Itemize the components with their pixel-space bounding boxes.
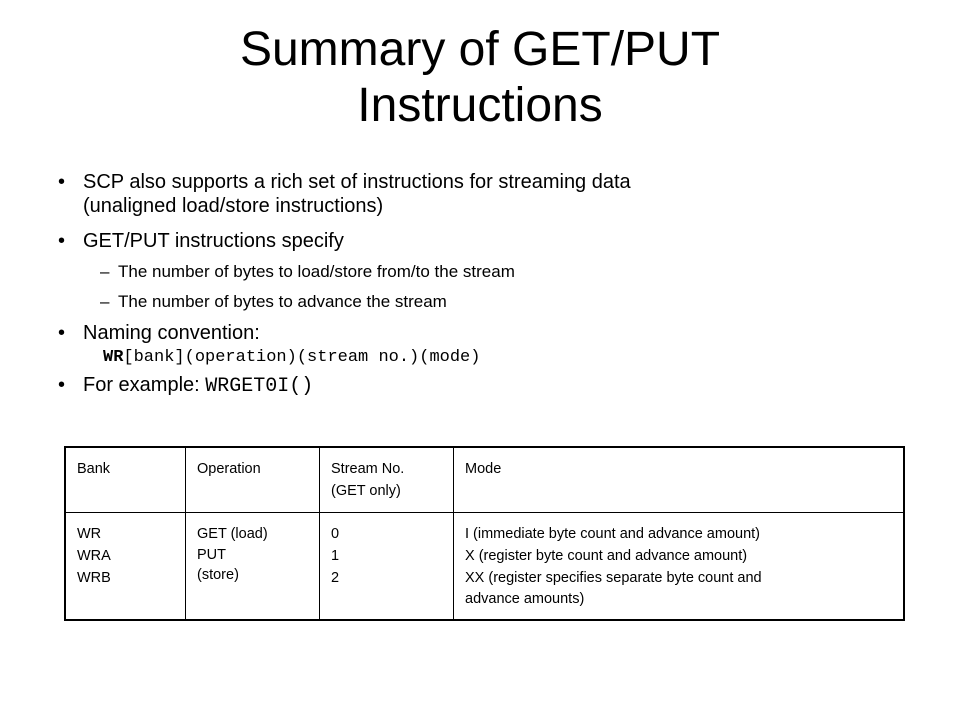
bullet-text: (unaligned load/store instructions) [83, 195, 384, 217]
code-pattern: [bank](operation)(stream no.)(mode) [123, 348, 481, 367]
header-text: Mode [465, 461, 502, 477]
header-cell-bank [65, 447, 186, 513]
table-header-row [65, 447, 904, 513]
bullet-dot-icon: • [58, 374, 66, 396]
bullet-scp-support [58, 170, 918, 218]
bullet-getput-specify [58, 229, 918, 253]
sub-bullet-text: The number of bytes to load/store from/to the stream [118, 262, 515, 281]
bullet-list [58, 170, 918, 399]
bullet-dot-icon: • [58, 322, 66, 344]
bullet-text: SCP also supports a rich set of instructions for streaming data [83, 171, 631, 193]
cell-mode [454, 513, 905, 621]
cell-operation [186, 513, 320, 621]
sub-bullet-dash-icon: – [100, 262, 110, 281]
header-cell-operation [186, 447, 320, 513]
sub-bullet-dash-icon: – [100, 292, 110, 311]
title-line-2: Instructions [357, 79, 603, 132]
cell-text: PUT [197, 547, 226, 563]
cell-text: 1 [331, 548, 340, 564]
sub-bullet-bytes-advance [58, 291, 918, 313]
cell-text: I (immediate byte count and advance amount) [465, 526, 760, 542]
cell-text: 0 [331, 526, 340, 542]
bullet-text: GET/PUT instructions specify [83, 230, 344, 252]
bullet-dot-icon: • [58, 171, 66, 193]
table-row [65, 513, 904, 621]
slide-title [0, 22, 960, 134]
instruction-table [64, 446, 905, 621]
header-cell-mode [454, 447, 905, 513]
cell-text: XX (register specifies separate byte count and [465, 570, 762, 586]
header-text: (GET only) [331, 483, 401, 499]
cell-text: WRA [77, 548, 111, 564]
cell-text: WRB [77, 570, 111, 586]
title-line-1: Summary of GET/PUT [239, 23, 721, 76]
example-code: WRGET0I() [205, 375, 314, 398]
sub-bullet-bytes-load [58, 261, 918, 283]
cell-text: WR [77, 526, 102, 542]
cell-text: GET (load) [197, 526, 268, 542]
cell-text: (store) [197, 567, 239, 583]
header-text: Stream No. [331, 461, 405, 477]
header-cell-stream [320, 447, 454, 513]
bullet-dot-icon: • [58, 230, 66, 252]
bullet-naming-convention [58, 321, 918, 345]
code-prefix: WR [103, 348, 124, 367]
sub-bullet-text: The number of bytes to advance the stream [118, 292, 447, 311]
cell-text: 2 [331, 570, 340, 586]
bullet-text: Naming convention: [83, 322, 260, 344]
cell-text: advance amounts) [465, 591, 585, 607]
cell-stream [320, 513, 454, 621]
cell-bank [65, 513, 186, 621]
header-text: Bank [77, 461, 111, 477]
header-text: Operation [197, 461, 261, 477]
cell-text: X (register byte count and advance amount) [465, 548, 748, 564]
naming-convention-code [58, 347, 918, 369]
bullet-text: For example: [83, 374, 206, 396]
bullet-example [58, 373, 918, 399]
